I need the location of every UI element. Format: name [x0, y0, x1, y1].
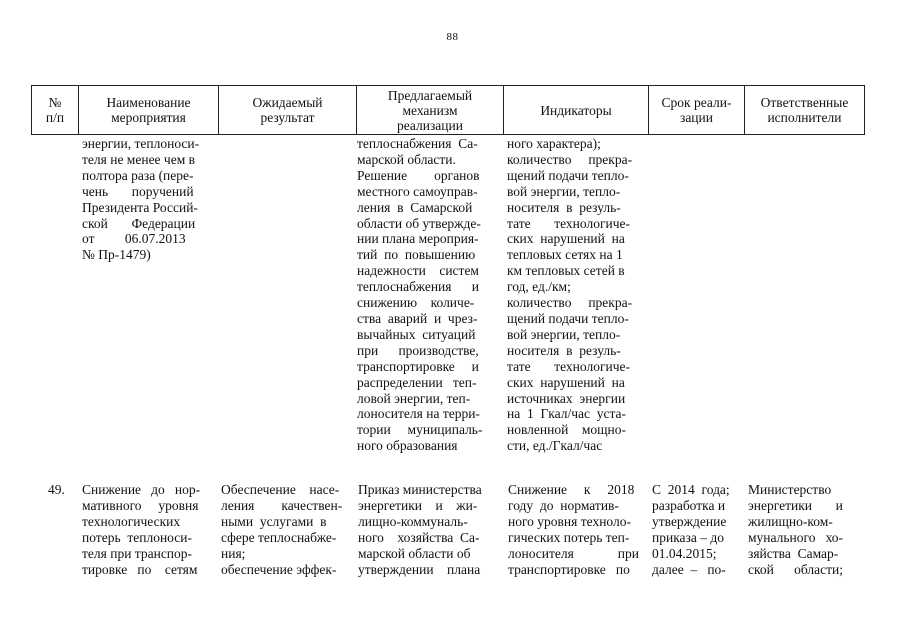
row-49-deadline: С 2014 года; разработка и утверждение приказа – до 01.04.2015; далее – по- [652, 482, 730, 577]
continued-mechanism-cell: теплоснабжения Са- марской области. Решение органов местного самоуправ- ления в Самарской области об утвержде- нии плана мероприя- тий по повышению надежности систем теплоснабжения и снижению количе- ства аварий и чрез- вычайных ситуаций при производстве, транспортировке и распределении теп- ловой энергии, теп- лоносителя на терри- тории муниципаль- ного образования [357, 136, 483, 454]
row-49-mechanism: Приказ министерства энергетики и жи- лищно-коммуналь- ного хозяйства Са- марской области об утверждении плана [358, 482, 482, 577]
header-num: № п/п [31, 85, 78, 135]
header-responsible: Ответственные исполнители [744, 85, 865, 135]
header-deadline: Срок реали- зации [648, 85, 744, 135]
page-number: 88 [446, 31, 459, 43]
continued-name-cell: энергии, теплоноси- теля не менее чем в полтора раза (пере- чень поручений Президента Россий- ской Федерации от 06.07.2013 № Пр-1479) [82, 136, 200, 263]
row-49-responsible: Министерство энергетики и жилищно-ком- мунального хо- зяйства Самар- ской области; [748, 482, 844, 577]
row-49-result: Обеспечение насе- ления качествен- ными услугами в сфере теплоснабже- ния; обеспечение эффек- [221, 482, 343, 577]
header-indicators: Индикаторы [503, 85, 648, 135]
continued-indicators-cell: ного характера); количество прекра- щений подачи тепло- вой энергии, тепло- носителя в резуль- тате технологиче- ских нарушений на тепловых сетях на 1 км тепловых сетей в год, ед./км; количество прекра- щений подачи тепло- вой энергии, тепло- носителя в резуль- тате технологиче- ских нарушений на источниках энергии на 1 Гкал/час уста- новленной мощно- сти, ед./Гкал/час [507, 136, 633, 454]
header-mechanism: Предлагаемый механизм реализации [356, 85, 503, 135]
header-result: Ожидаемый результат [218, 85, 356, 135]
header-name: Наименование мероприятия [78, 85, 218, 135]
row-49-num: 49. [48, 482, 65, 497]
row-49-name: Снижение до нор- мативного уровня технологических потерь теплоноси- теля при транспор- тировке по сетям [82, 482, 201, 577]
row-49-indicators: Снижение к 2018 году до норматив- ного уровня техноло- гических потерь теп- лоносителя при транспортировке по [508, 482, 639, 577]
